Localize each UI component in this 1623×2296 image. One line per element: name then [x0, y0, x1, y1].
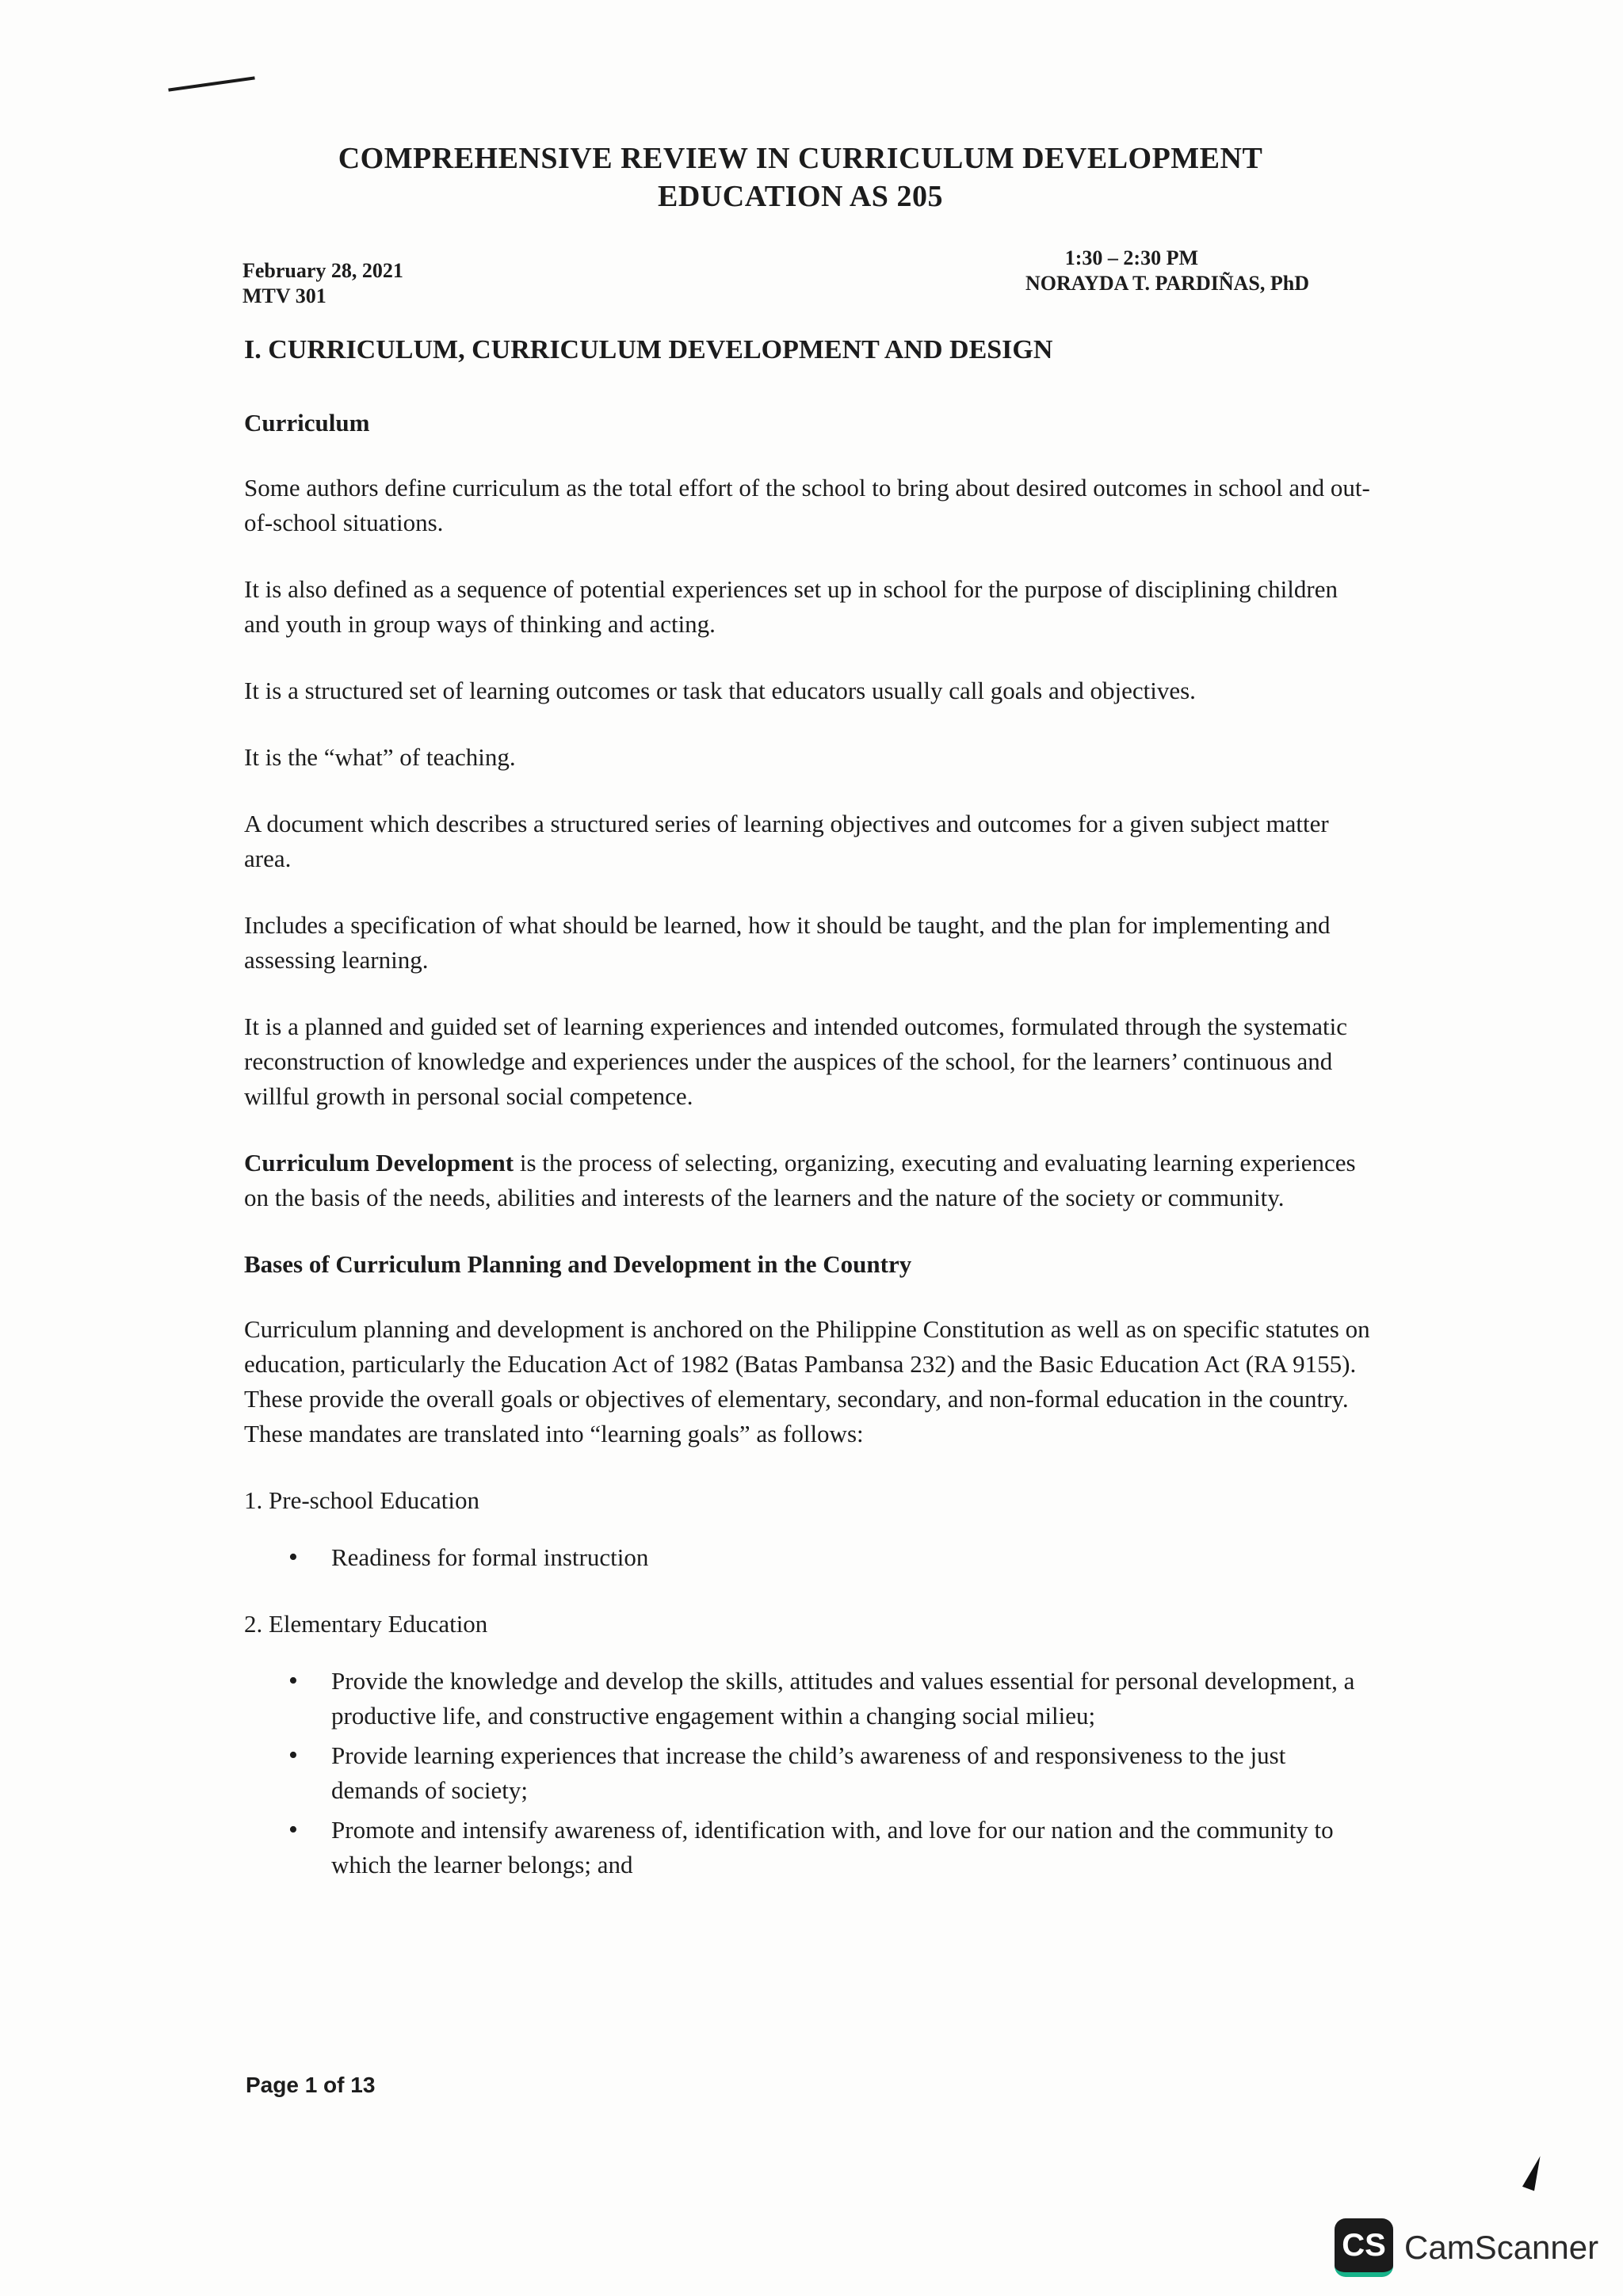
corner-mark [1522, 2154, 1546, 2191]
list-item: • Provide the knowledge and develop the skills, attitudes and values essential for personal development, a productive life, and constructive engagement within a changing social milieu; [331, 1664, 1377, 1733]
camscanner-logo-icon: CS [1335, 2218, 1393, 2277]
paragraph: It is the “what” of teaching. [244, 743, 516, 771]
paragraph: It is also defined as a sequence of potential experiences set up in school for the purpose of disciplining children and youth in group ways of thinking and acting. [244, 575, 1338, 638]
page-total: 13 [350, 2073, 376, 2097]
list-item: • Readiness for formal instruction [331, 1540, 1377, 1575]
of-label: of [317, 2073, 351, 2097]
subheading-curriculum: Curriculum [244, 409, 370, 437]
page-number: 1 [304, 2073, 318, 2097]
meta-left [242, 258, 403, 309]
bullet-list [244, 1540, 1377, 1575]
curriculum-development-text: is the process of selecting, organizing, executing and evaluating learning experiences on the basis of the needs, abilities and interests of the learners and the nature of the society or community. [244, 1149, 1356, 1211]
list-item: • Provide learning experiences that increase the child’s awareness of and responsiveness to the just demands of society; [331, 1738, 1377, 1808]
date-text: February 28, 2021 [242, 259, 403, 282]
curriculum-development-term: Curriculum Development [244, 1149, 514, 1177]
bases-paragraph: Curriculum planning and development is anchored on the Philippine Constitution as well as on specific statutes on education, particularly the Education Act of 1982 (Batas Pambansa 232) and the Basic Education Act (RA 9155). These provide the overall goals or objectives of elementary, secondary, and non-formal education in the country. These mandates are translated into “learning goals” as follows: [244, 1315, 1370, 1447]
time-text: 1:30 – 2:30 PM [1064, 246, 1198, 269]
level-label: 2. Elementary Education [244, 1610, 488, 1638]
title-line-1: COMPREHENSIVE REVIEW IN CURRICULUM DEVELOPMENT [338, 142, 1263, 175]
paragraph: Includes a specification of what should be learned, how it should be taught, and the plan for implementing and assessing learning. [244, 911, 1331, 974]
meta-right [1025, 246, 1309, 296]
page-footer [246, 2073, 375, 2098]
section-heading: I. CURRICULUM, CURRICULUM DEVELOPMENT AND DESIGN [244, 335, 1053, 364]
paragraph: Some authors define curriculum as the total effort of the school to bring about desired outcomes in school and out-of-school situations. [244, 474, 1370, 536]
level-label: 1. Pre-school Education [244, 1486, 480, 1514]
camscanner-brand: CamScanner [1404, 2229, 1599, 2266]
paragraph: It is a planned and guided set of learning experiences and intended outcomes, formulated through the systematic reconstruction of knowledge and experiences under the auspices of the school, for the learners’ continuous and willful growth in personal social competence. [244, 1013, 1347, 1110]
instructor-name: NORAYDA T. PARDIÑAS, PhD [1025, 272, 1309, 295]
paragraph: A document which describes a structured series of learning objectives and outcomes for a given subject matter area. [244, 810, 1329, 872]
list-item: • Promote and intensify awareness of, identification with, and love for our nation and the community to which the learner belongs; and [331, 1813, 1377, 1882]
curriculum-development-definition [244, 1146, 1377, 1215]
room-text: MTV 301 [242, 284, 327, 307]
pen-mark [168, 76, 254, 91]
bullet-list [244, 1664, 1377, 1882]
title-line-2: EDUCATION AS 205 [658, 180, 943, 213]
camscanner-watermark [1335, 2218, 1598, 2277]
page-label: Page [246, 2073, 305, 2097]
document-body [244, 333, 1377, 1914]
paragraph: It is a structured set of learning outcomes or task that educators usually call goals and objectives. [244, 677, 1196, 704]
subheading-bases: Bases of Curriculum Planning and Development in the Country [244, 1250, 912, 1278]
document-title [238, 139, 1363, 215]
